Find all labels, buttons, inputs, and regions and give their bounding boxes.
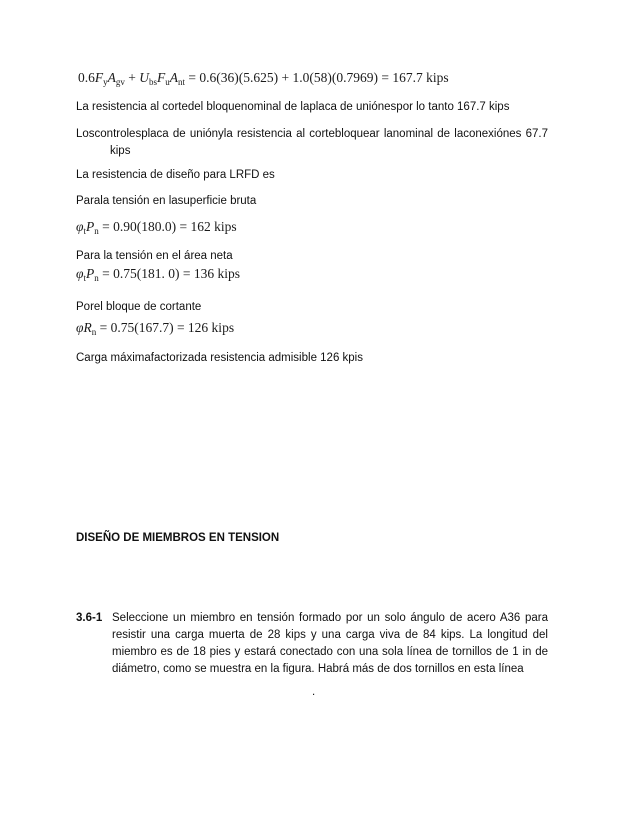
problem-number: 3.6-1 (76, 612, 103, 624)
equation-net-tension: $\varphi_tP_n = 0.75(181$. 0) = 136 kips (76, 266, 240, 283)
text-line-lrfd: La resistencia de diseño para LRFD es (76, 169, 275, 181)
text-line-net-area: Para la tensión en el área neta (76, 250, 233, 262)
text-line-block-shear-nominal: La resistencia al cortedel bloquenominal de laplaca de uniónespor lo tanto 167.7 kips (76, 101, 510, 113)
text-line-max-load: Carga máximafactorizada resistencia admisible 126 kpis (76, 352, 363, 364)
trailing-dot: . (312, 686, 316, 698)
text-line-controls-cont: kips (110, 145, 131, 157)
equation-block-shear: $0.6F_yA_{gv} + U_{bs}F_uA_{nt} = 0.6(36)(5.625) + 1.0(58)(0.7969) = 167.7$ kips (78, 70, 449, 87)
equation-gross-tension-rhs: = 0.90(180.0) = 162 kips (102, 219, 237, 234)
text-line-block-shear: Porel bloque de cortante (76, 301, 202, 313)
problem-text: Seleccione un miembro en tensión formado por un solo ángulo de acero A36 para resistir una carga muerta de 28 kips y una carga viva de 84 kips. La longitud del miembro es de 18 pies y estará conectado con una sola línea de tornillos de 1 in de diámetro, como se muestra en la figura. Habrá más de dos tornillos en esta línea (112, 612, 548, 675)
text-line-controls: Loscontrolesplaca de uniónyla resistencia al cortebloquear lanominal de laconexiónes 67.7 (76, 128, 548, 140)
equation-gross-tension: $\varphi_tP_n = 0.90(180.0) = 162$ kips (76, 219, 237, 236)
text-line-gross-section: Parala tensión en lasuperficie bruta (76, 195, 257, 207)
equation-block-shear-design-rhs: = 0.75(167.7) = 126 kips (99, 320, 235, 335)
equation-block-shear-design: $\varphi R_n = 0.75(167.7) = 126$ kips (76, 320, 235, 337)
equation-net-tension-rhs: = 0.75(181. 0) = 136 kips (102, 266, 240, 281)
section-heading: DISEÑO DE MIEMBROS EN TENSION (76, 532, 280, 544)
equation-block-shear-rhs: = 0.6(36)(5.625) + 1.0(58)(0.7969) = 167.7 kips (188, 70, 449, 85)
